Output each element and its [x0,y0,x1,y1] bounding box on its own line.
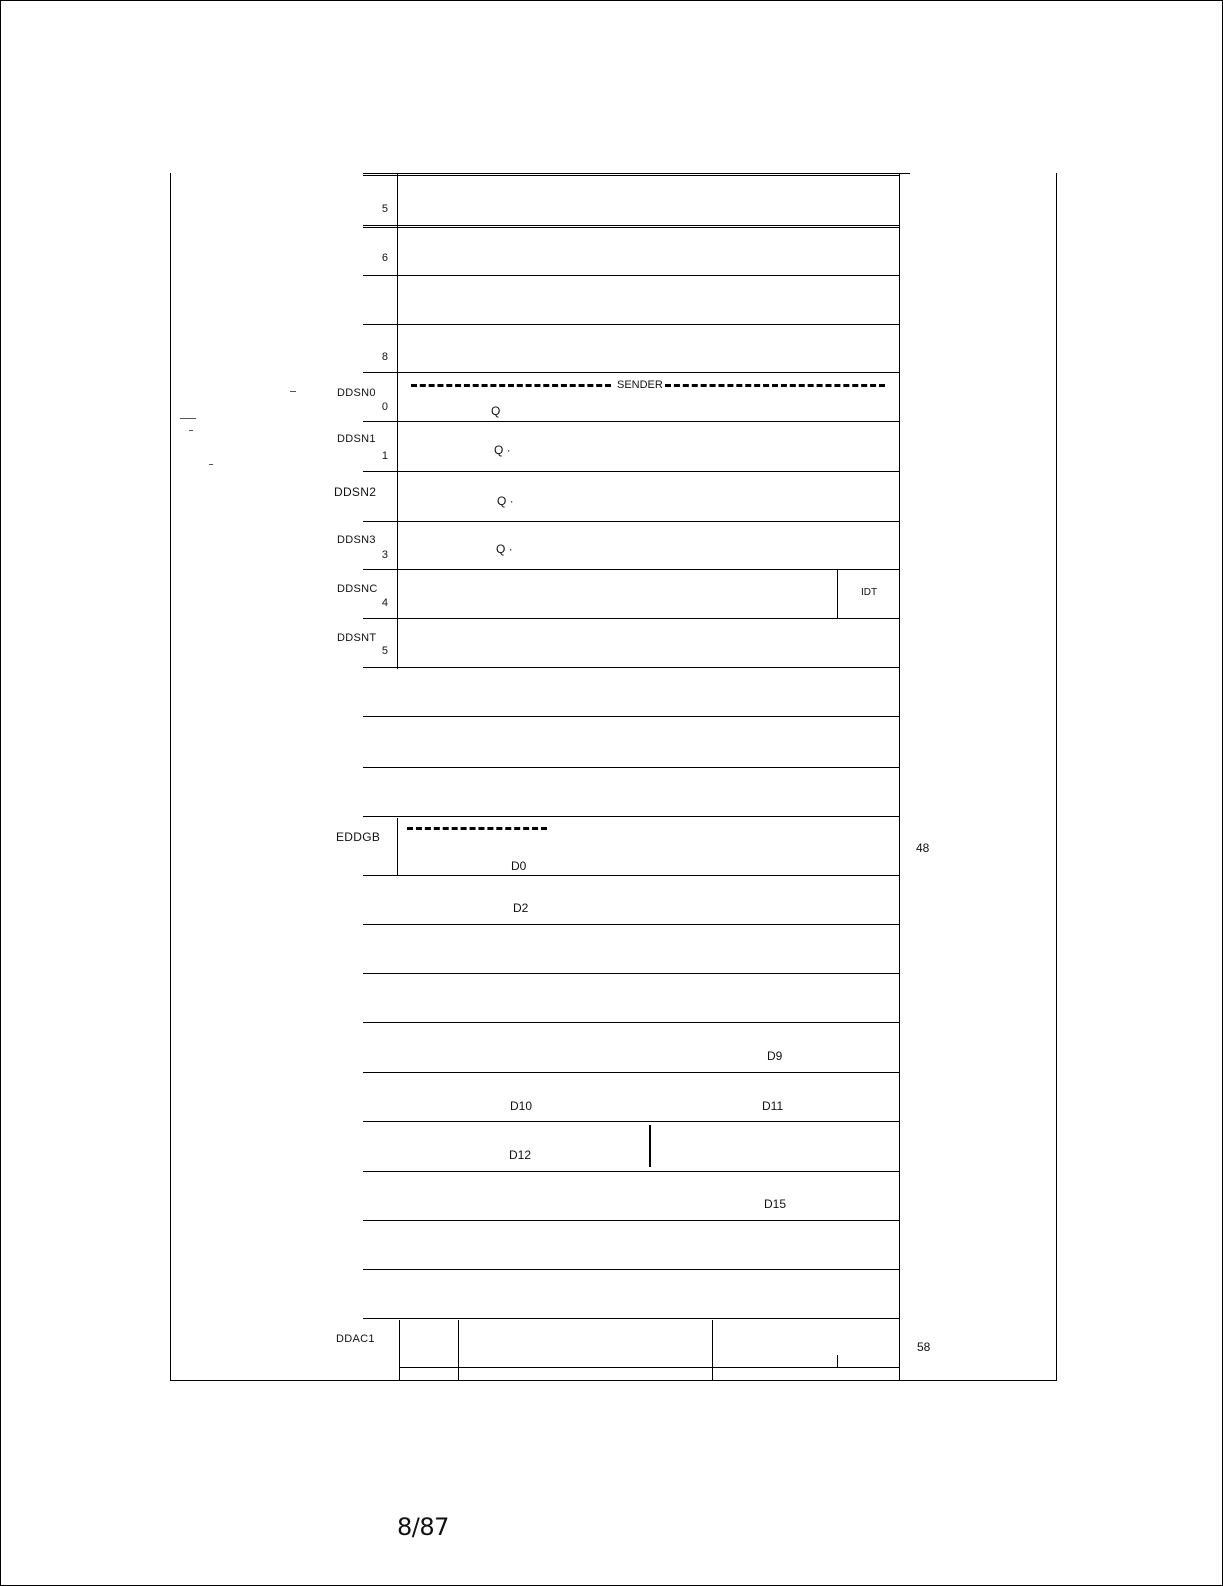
register-label-ddac1: DDAC1 [336,1333,375,1345]
row-line [363,875,900,876]
field-d11: D11 [762,1099,784,1113]
scan-mark [290,391,296,392]
ddac1-divider-2 [458,1320,459,1380]
register-label-ddsnc: DDSNC [337,583,378,595]
field-d0: D0 [511,859,527,873]
row-line [363,225,900,226]
row-line [363,816,900,817]
field-column-right-border [899,173,900,1380]
field-d15: D15 [764,1197,787,1211]
sender-title: SENDER [617,379,663,391]
offset-48: 48 [916,841,930,855]
d12-divider-tick [649,1125,651,1167]
row-line [363,1220,900,1221]
register-label-eddgb: EDDGB [336,830,381,844]
row-line [363,1171,900,1172]
scan-mark [209,464,213,465]
row-line [363,618,900,619]
row-number: 4 [381,597,388,609]
field-d10: D10 [510,1099,533,1113]
row-line [399,1367,900,1368]
field-d12: D12 [509,1148,532,1162]
row-line [363,569,900,570]
register-layout-diagram [170,173,1057,1381]
row-line [363,767,900,768]
row-line [363,1121,900,1122]
ddac1-divider-1 [399,1320,400,1380]
field-q: Q · [494,443,511,457]
row-number: 6 [381,252,388,264]
row-line [363,471,900,472]
register-label-ddsnt: DDSNT [337,632,377,644]
ddac1-divider-3 [712,1320,713,1380]
row-number: 5 [381,645,388,657]
field-d9: D9 [767,1049,783,1063]
row-line [363,1022,900,1023]
row-line [363,421,900,422]
scan-mark [180,418,196,419]
sender-dash-left [411,384,611,387]
row-line [363,372,900,373]
row-line [363,275,900,276]
row-line [363,175,900,176]
sender-dash-right [665,384,885,387]
field-q: Q · [497,494,514,508]
register-label-ddsn3: DDSN3 [337,534,376,546]
row-line [363,973,900,974]
row-line [363,716,900,717]
top-rule [363,173,910,174]
register-label-ddsn2: DDSN2 [334,485,377,499]
row-number: 8 [381,351,388,363]
register-label-ddsn1: DDSN1 [337,433,376,445]
row-line [363,667,900,668]
scan-mark [189,430,193,431]
field-d2: D2 [513,901,529,915]
row-line [363,227,900,228]
row-line [363,324,900,325]
row-number: 3 [381,549,388,561]
row-number: 5 [381,203,388,215]
idt-field-box [837,569,900,618]
idt-label: IDT [860,587,878,598]
field-q: Q · [496,542,513,556]
row-number: 0 [381,401,388,413]
offset-58: 58 [917,1340,931,1354]
row-line [363,1318,900,1319]
eddgb-left-border [397,818,398,876]
row-line [363,924,900,925]
footer-date: 8/87 [397,1513,449,1541]
row-line [363,1072,900,1073]
row-line [363,1269,900,1270]
eddgb-dash [407,827,547,830]
field-q: Q [491,404,501,418]
row-line [363,521,900,522]
register-label-ddsn0: DDSN0 [337,387,376,399]
row-number: 1 [381,450,388,462]
